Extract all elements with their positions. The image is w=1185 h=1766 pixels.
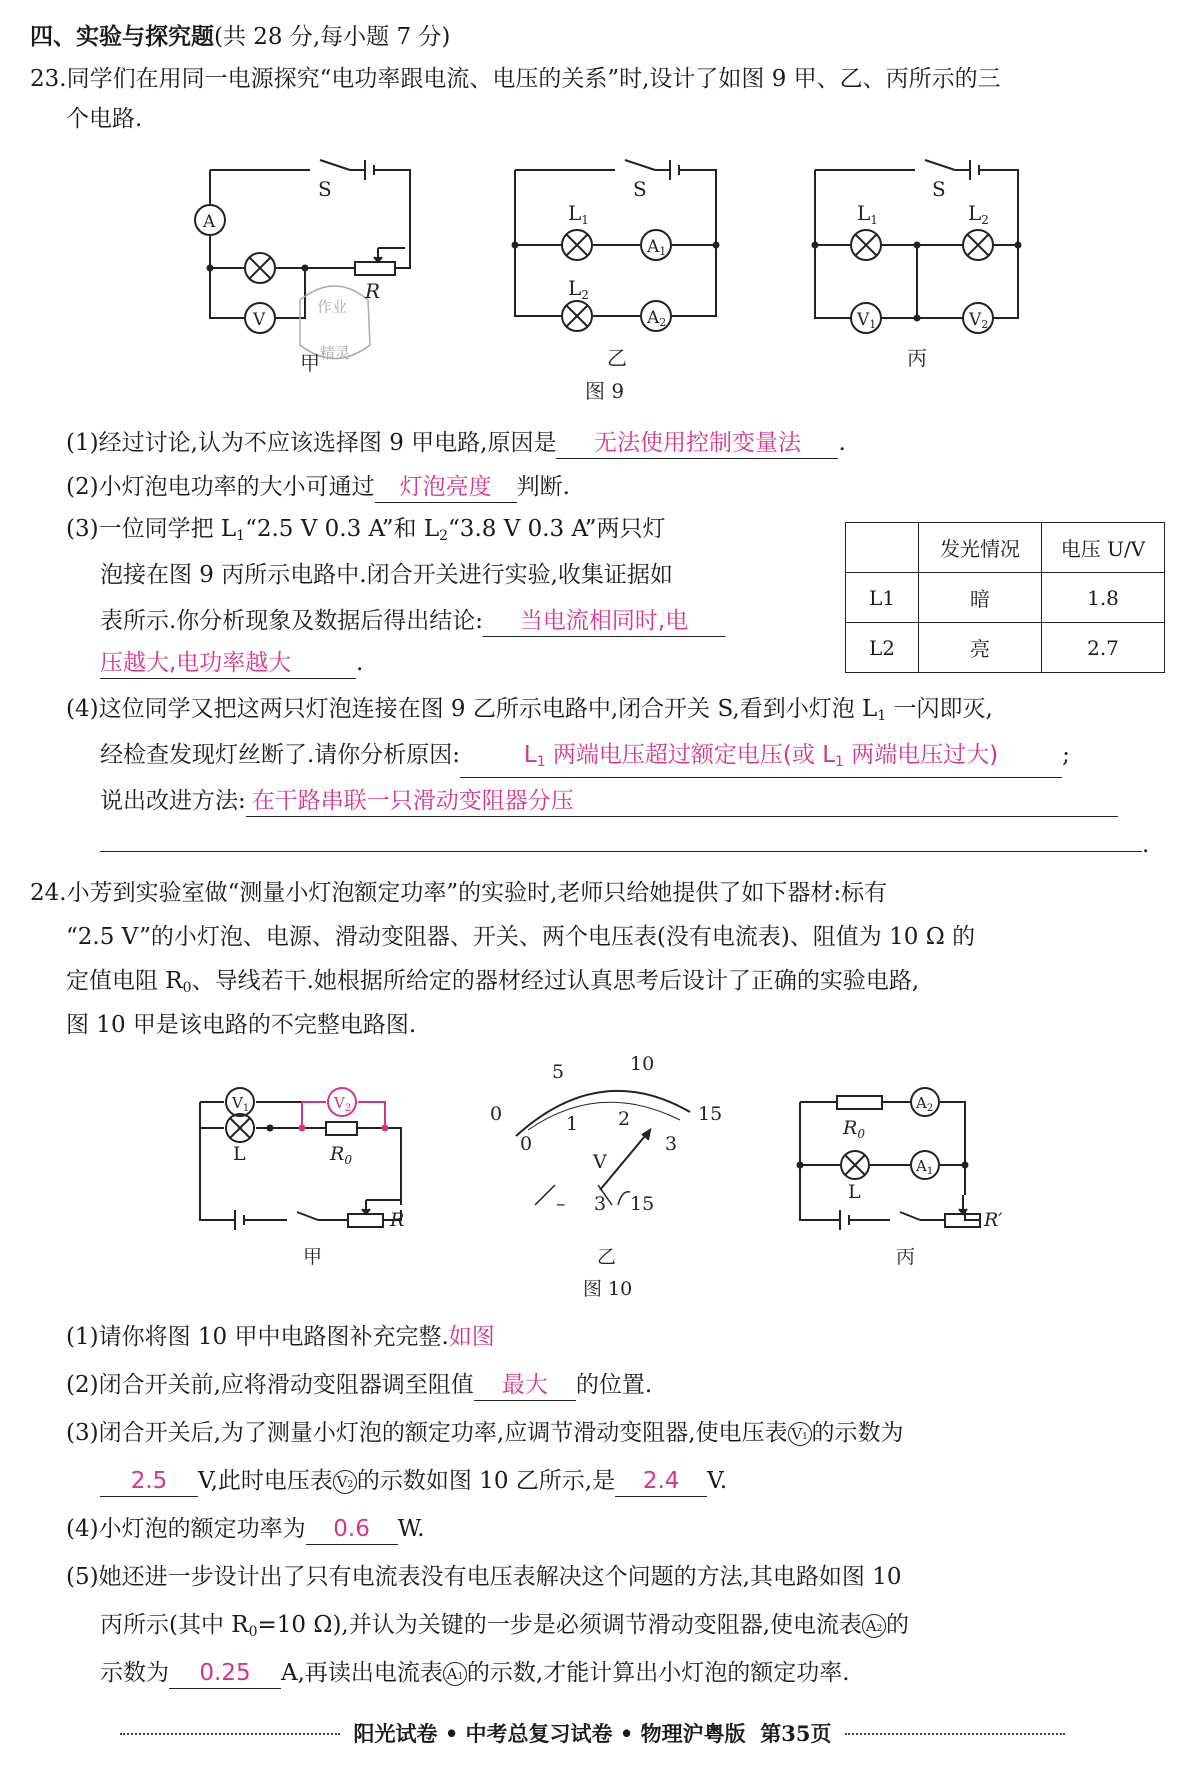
q23-part2: (2)小灯泡电功率的大小可通过 灯泡亮度 判断. [66, 472, 570, 503]
q24-stem-line1: 24.小芳到实验室做“测量小灯泡额定功率”的实验时,老师只给她提供了如下器材:标有 [30, 880, 888, 906]
fig10-bing-label-l: L [848, 1181, 861, 1203]
q23-part1: (1)经过讨论,认为不应该选择图 9 甲电路,原因是 无法使用控制变量法 . [66, 428, 846, 459]
svg-text:0: 0 [490, 1103, 503, 1125]
fig10-caption: 图 10 [583, 1278, 633, 1300]
fig10-jia-label-r: R [390, 1209, 405, 1231]
fig9-label-v: V [253, 310, 266, 330]
q23-part3-line4: 压越大,电功率越大 . [100, 648, 363, 679]
q23-answer4b: 在干路串联一只滑动变阻器分压 [246, 786, 1118, 817]
q23-part4-line3: 说出改进方法: 在干路串联一只滑动变阻器分压 [100, 786, 1118, 817]
q23-answer3b: 压越大,电功率越大 [100, 648, 356, 679]
fig9-bing-label-l2: $L_2$ [968, 201, 989, 227]
table-header-voltage: 电压 U/V [1042, 523, 1165, 573]
q24-part3-line1: (3)闭合开关后,为了测量小灯泡的额定功率,应调节滑动变阻器,使电压表 V1 的示数为 [66, 1420, 904, 1446]
q24-answer3b: 2.4 [615, 1466, 707, 1497]
svg-text:5: 5 [552, 1061, 565, 1083]
fig9-yi-label-l1: $L_1$ [568, 201, 589, 227]
fig10-bing-label-a1: $A_1$ [916, 1157, 934, 1177]
fig10-jia-label-l: L [233, 1143, 246, 1165]
fig9-caption-bing: 丙 [907, 346, 927, 370]
q24-stem-line3: 定值电阻 $R_0$、导线若干.她根据所给定的器材经过认真思考后设计了正确的实验电路, [66, 968, 920, 996]
q24-answer1: 如图 [448, 1324, 495, 1350]
svg-text:–: – [556, 1193, 566, 1215]
fig9-yi-label-s: S [633, 177, 647, 201]
fig9-caption-jia: 甲 [300, 351, 320, 375]
section-header: 四、实验与探究题(共 28 分,每小题 7 分) [30, 23, 451, 50]
svg-text:10: 10 [630, 1053, 655, 1075]
q23-part3-line3: 表所示.你分析现象及数据后得出结论: 当电流相同时,电 [100, 606, 725, 637]
fig9-bing-label-l1: $L_1$ [857, 201, 878, 227]
q24-stem-line2: “2.5 V”的小灯泡、电源、滑动变阻器、开关、两个电压表(没有电流表)、阻值为 10 Ω 的 [66, 924, 976, 950]
watermark-text-a: 作业 [317, 298, 348, 316]
footer-title: 阳光试卷 • 中考总复习试卷 • 物理沪粤版 [353, 1721, 746, 1746]
fig10-bing-label-rp: R′ [984, 1209, 1003, 1231]
fig10-caption-yi: 乙 [597, 1246, 617, 1268]
q23-part4-line1: (4)这位同学又把这两只灯泡连接在图 9 乙所示电路中,闭合开关 S,看到小灯泡 $L_1$ 一闪即灭, [66, 696, 993, 724]
svg-text:0: 0 [520, 1133, 533, 1155]
voltmeter-v2-icon: V2 [333, 1470, 357, 1494]
q24-stem-line4: 图 10 甲是该电路的不完整电路图. [66, 1012, 417, 1038]
fig10-caption-bing: 丙 [896, 1246, 916, 1268]
page-number: 第35页 [760, 1721, 832, 1746]
fig10-jia-label-v1: $V_1$ [232, 1094, 250, 1114]
fig10-jia-label-r0: $R_0$ [330, 1143, 352, 1167]
svg-text:15: 15 [630, 1193, 655, 1215]
fig9-bing-label-v1: V1 [857, 310, 877, 331]
q24-part4: (4)小灯泡的额定功率为 0.6 W. [66, 1514, 425, 1545]
q24-part3-line2: 2.5 V,此时电压表 V2 的示数如图 10 乙所示,是 2.4 V. [100, 1466, 727, 1497]
q23-part4-line2: 经检查发现灯丝断了.请你分析原因: $L_1$ 两端电压超过额定电压(或 $L_1$ 两端电压过大) ; [100, 740, 1070, 778]
q24-answer4: 0.6 [306, 1514, 398, 1545]
fig9-label-s: S [318, 177, 332, 201]
fig10-caption-jia: 甲 [303, 1246, 323, 1268]
figure-10 [0, 1050, 1185, 1300]
fig9-yi-label-a2: A2 [647, 308, 667, 329]
ammeter-a1-icon: A1 [443, 1662, 467, 1686]
q24-answer5: 0.25 [169, 1658, 281, 1689]
q23-stem-line1: 23.同学们在用同一电源探究“电功率跟电流、电压的关系”时,设计了如图 9 甲、乙、丙所示的三 [30, 66, 1001, 92]
q23-answer3a: 当电流相同时,电 [483, 606, 725, 637]
q24-part1: (1)请你将图 10 甲中电路图补充完整.如图 [66, 1324, 495, 1350]
fig10-jia-label-v2: $V_2$ [334, 1094, 352, 1114]
ammeter-a2-icon: A2 [862, 1614, 886, 1638]
fig9-circuit-yi [513, 160, 719, 331]
table-header-glow: 发光情况 [919, 523, 1042, 573]
q23-part3-line1: (3)一位同学把 $L_1“2.5$ V 0.3 A”和 $L_2“3.8$ V 0.3 A”两只灯 [66, 516, 666, 544]
fig10-circuit-bing [798, 1088, 981, 1230]
fig9-yi-label-l2: $L_2$ [568, 276, 589, 302]
q24-answer2: 最大 [474, 1370, 576, 1401]
q23-answer2: 灯泡亮度 [375, 472, 517, 503]
page-footer [0, 1718, 1185, 1748]
q24-part5-line3: 示数为 0.25 A,再读出电流表 A1 的示数,才能计算出小灯泡的额定功率. [100, 1658, 850, 1689]
q23-stem-line2: 个电路. [66, 106, 143, 132]
svg-text:15: 15 [698, 1103, 723, 1125]
table-row: L1 暗 1.8 [846, 573, 1165, 623]
q24-part2: (2)闭合开关前,应将滑动变阻器调至阻值 最大 的位置. [66, 1370, 652, 1401]
q23-part3-line2: 泡接在图 9 丙所示电路中.闭合开关进行实验,收集证据如 [100, 562, 673, 588]
q24-answer3a: 2.5 [100, 1466, 198, 1497]
figure-9 [0, 150, 1185, 410]
fig10-voltmeter-dial [516, 1091, 690, 1205]
table-row: L2 亮 2.7 [846, 623, 1165, 673]
watermark-text-b: 精灵 [320, 344, 351, 362]
fig9-caption-yi: 乙 [607, 346, 627, 370]
fig9-label-a: A [203, 212, 216, 232]
fig10-circuit-jia [200, 1088, 401, 1230]
q23-answer4a: $L_1$ 两端电压超过额定电压(或 $L_1$ 两端电压过大) [460, 740, 1062, 778]
fig9-label-r: R [365, 279, 381, 303]
svg-text:1: 1 [566, 1113, 579, 1135]
fig9-bing-label-v2: V2 [969, 310, 989, 331]
voltmeter-v1-icon: V1 [788, 1422, 812, 1446]
fig9-bing-label-s: S [932, 177, 946, 201]
fig10-bing-label-r0: $R_0$ [843, 1117, 865, 1141]
q24-part5-line2: 丙所示(其中 $R_0=10$ Ω),并认为关键的一步是必须调节滑动变阻器,使电流表 A2 的 [100, 1612, 910, 1640]
svg-text:3: 3 [665, 1133, 678, 1155]
fig9-yi-label-a1: A1 [647, 237, 667, 258]
fig9-circuit-jia [195, 160, 410, 333]
q23-data-table [845, 522, 1165, 673]
fig9-circuit-bing [813, 160, 1021, 333]
fig10-dial-unit: V [593, 1151, 607, 1173]
q23-answer1: 无法使用控制变量法 [556, 428, 838, 459]
q23-part4-line4: . [100, 830, 1149, 860]
fig10-bing-label-a2: $A_2$ [916, 1094, 934, 1114]
q24-part5-line1: (5)她还进一步设计出了只有电流表没有电压表解决这个问题的方法,其电路如图 10 [66, 1564, 902, 1590]
fig9-caption: 图 9 [585, 379, 625, 403]
svg-text:2: 2 [618, 1108, 631, 1130]
svg-text:3: 3 [594, 1193, 607, 1215]
